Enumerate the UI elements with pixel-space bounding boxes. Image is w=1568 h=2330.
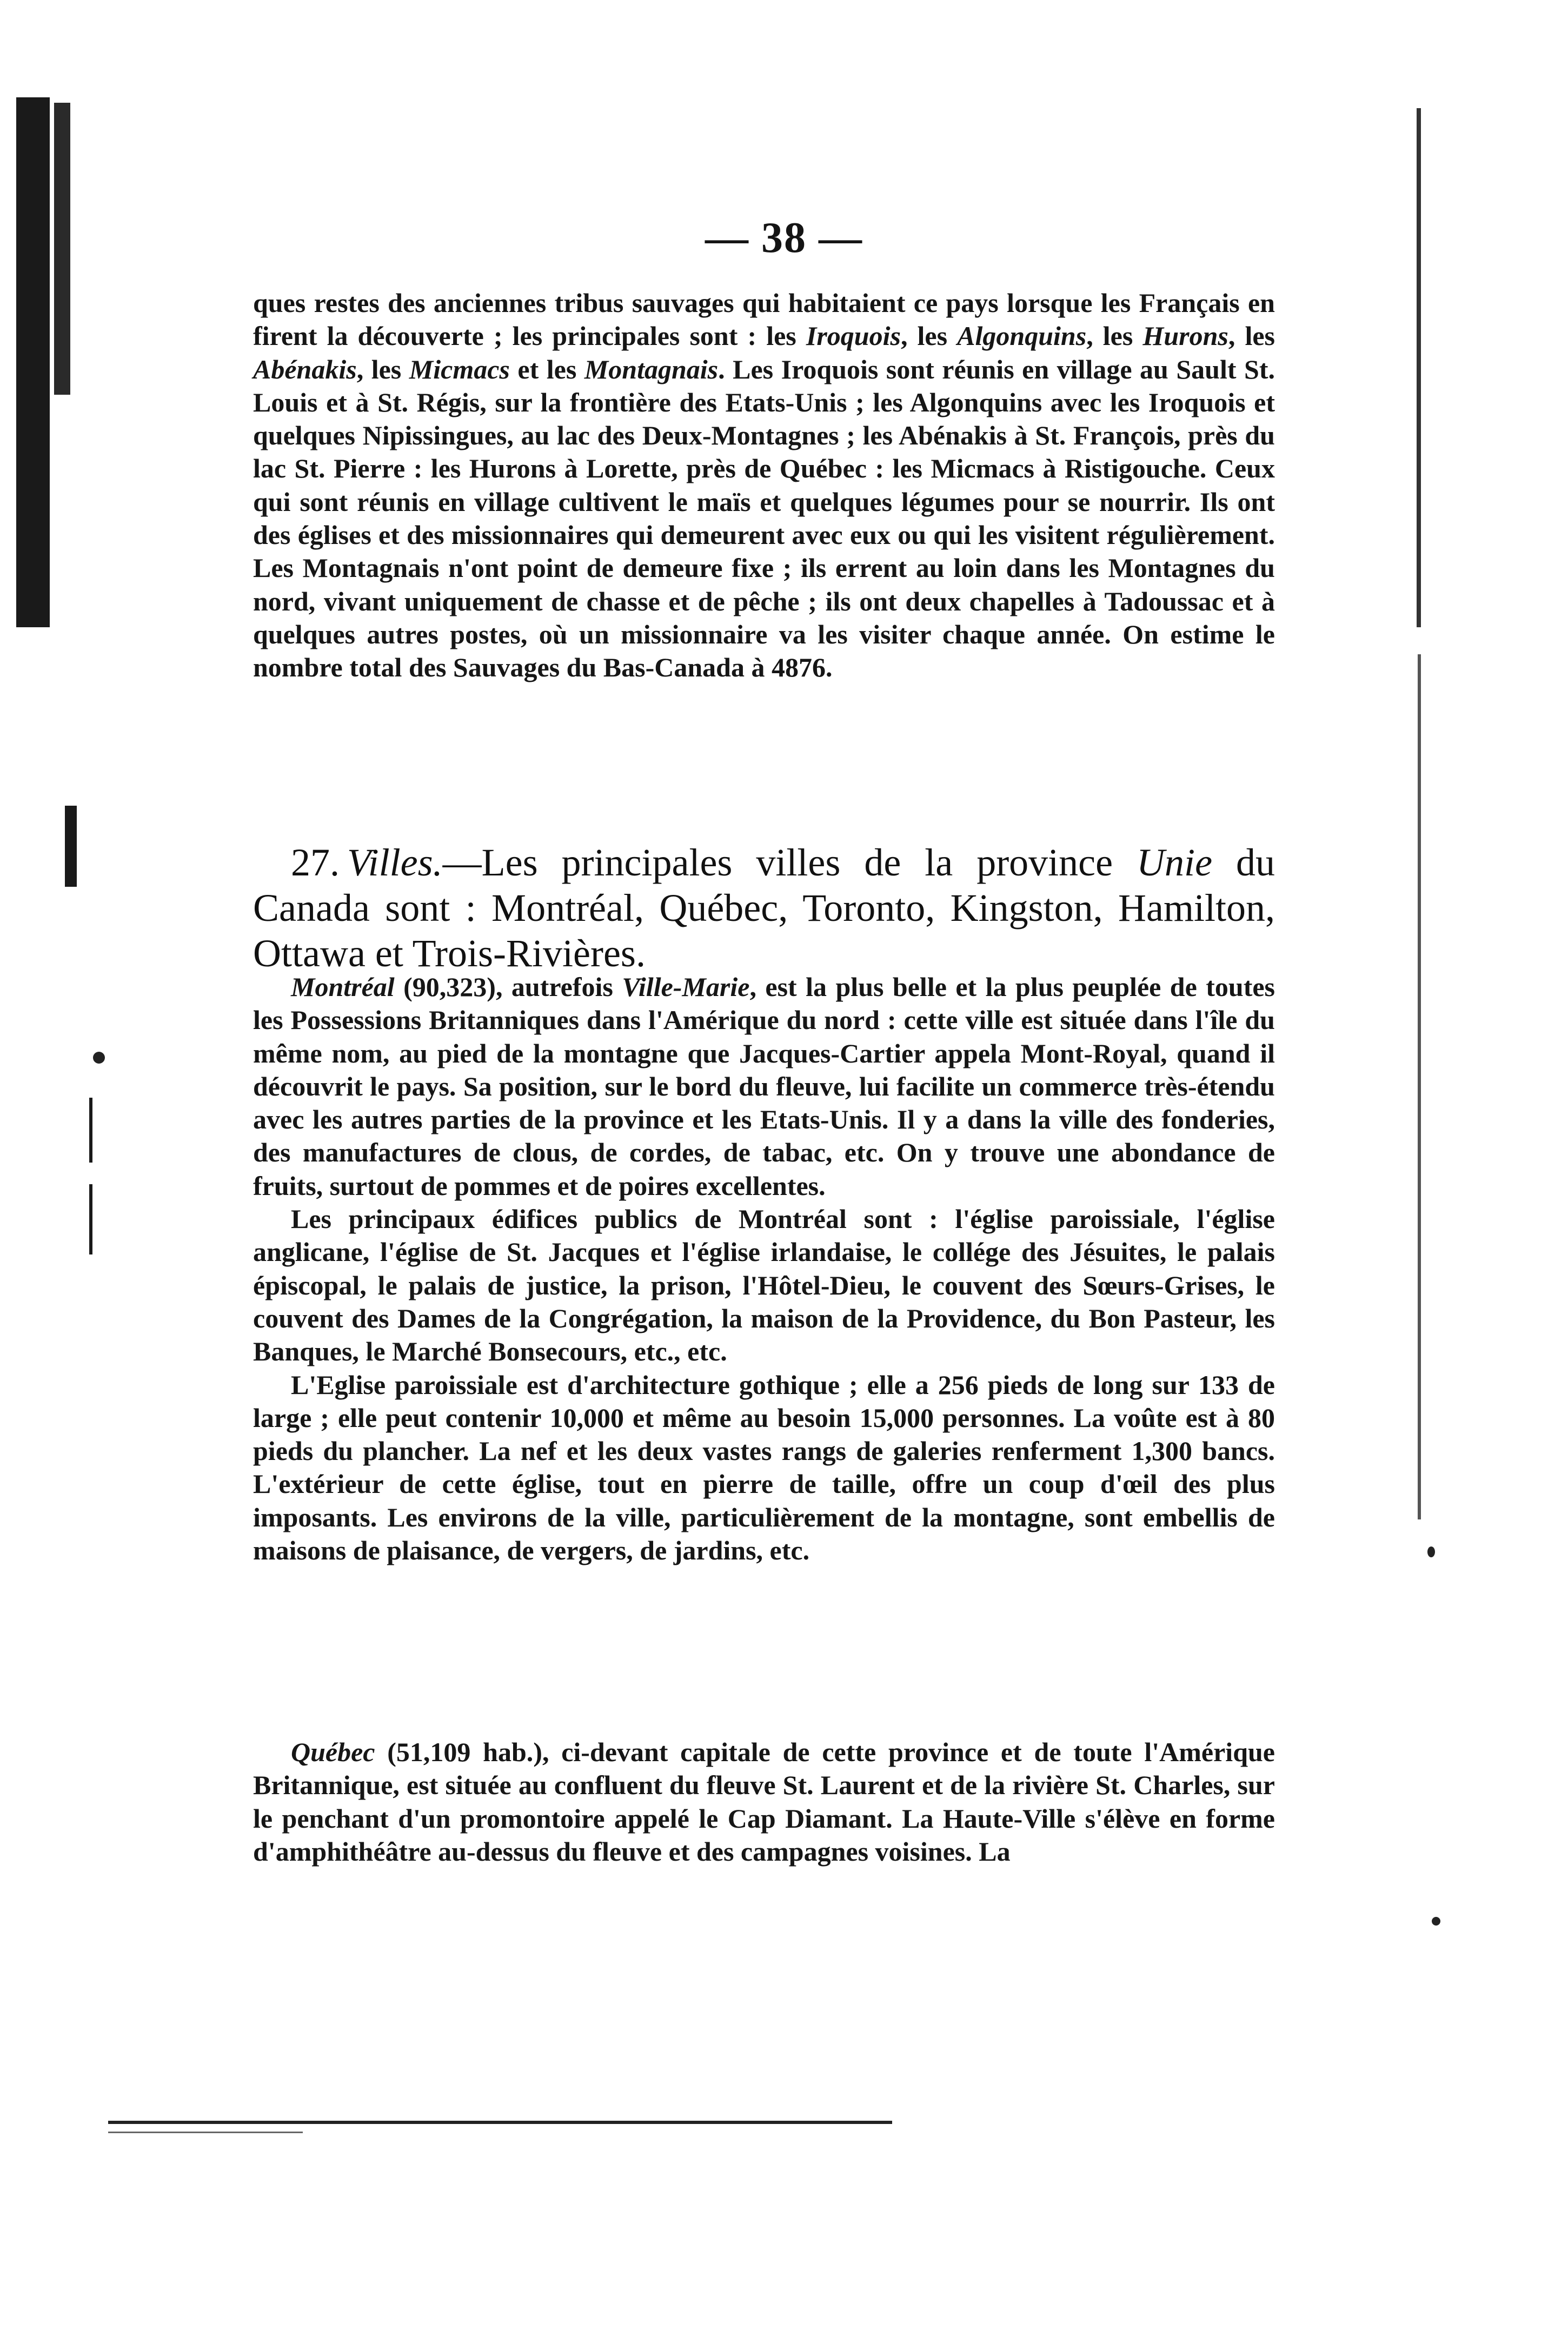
binding-shadow: [16, 97, 50, 627]
ink-speck: [1432, 1917, 1440, 1926]
paragraph-sauvages: ques restes des anciennes tribus sauvages qui habitaient ce pays lorsque les Français en firent la découverte ; les principales sont : les Iroquois, les Algonquins, les Hurons, les Abénakis, les Micmacs et les Montagnais. Les Iroquois sont réunis en village au Sault St. Louis et à St. Régis, sur la frontière des Etats-Unis ; les Algonquins avec les Iroquois et quelques Nipissingues, au lac des Deux-Montagnes ; les Abénakis à St. François, près du lac St. Pierre : les Hurons à Lorette, près de Québec : les Micmacs à Ristigouche. Ceux qui sont réunis en village cultivent le maïs et quelques légumes pour se nourrir. Ils ont des églises et des missionnaires qui demeurent avec eux ou qui les visitent régulièrement. Les Montagnais n'ont point de demeure fixe ; ils errent au loin dans les Montagnes du nord, vivant uniquement de chasse et de pêche ; ils ont deux chapelles à Tadoussac et à quelques autres postes, où un missionnaire va les visiter chaque année. On estime le nombre total des Sauvages du Bas-Canada à 4876.: [253, 288, 1275, 683]
margin-mark: [89, 1098, 92, 1163]
ink-speck: [93, 1052, 105, 1064]
right-margin-rule-lower: [1418, 654, 1421, 1519]
paragraph-quebec: Québec (51,109 hab.), ci-devant capitale de cette province et de toute l'Amérique Britannique, est située au confluent du fleuve St. Laurent et de la rivière St. Charles, sur le penchant d'un promontoire appelé le Cap Diamant. La Haute-Ville s'élève en forme d'amphithéâtre au-dessus du fleuve et des campagnes voisines. La: [253, 1737, 1275, 1867]
paragraph-edifices: Les principaux édifices publics de Montréal sont : l'église paroissiale, l'église anglicane, l'église de St. Jacques et l'église irlandaise, le collége des Jésuites, le palais épiscopal, le palais de justice, la prison, l'Hôtel-Dieu, le couvent des Sœurs-Grises, le couvent des Dames de la Congrégation, la maison de la Providence, du Bon Pasteur, les Banques, le Marché Bonsecours, etc., etc.: [253, 1204, 1275, 1367]
binding-mark: [65, 806, 77, 887]
paragraph-eglise: L'Eglise paroissiale est d'architecture gothique ; elle a 256 pieds de long sur 133 de large ; elle peut contenir 10,000 et même au besoin 15,000 personnes. La voûte est à 80 pieds du plancher. La nef et les deux vastes rangs de galeries renferment 1,300 bancs. L'extérieur de cette église, tout en pierre de taille, offre un coup d'œil des plus imposants. Les environs de la ville, particulièrement de la montagne, sont embellis de maisons de plaisance, de vergers, de jardins, etc.: [253, 1369, 1275, 1566]
bottom-rule-secondary: [108, 2132, 303, 2133]
bottom-rule: [108, 2121, 892, 2124]
right-margin-rule: [1417, 108, 1421, 627]
paragraphs-montreal: [253, 971, 1275, 1567]
section-title: Villes.: [347, 841, 443, 884]
section-number: 27.: [291, 841, 340, 884]
ink-speck: [1427, 1546, 1435, 1557]
paragraph-montreal: Montréal (90,323), autrefois Ville-Marie, est la plus belle et la plus peuplée de toutes les Possessions Britanniques dans l'Amérique du nord : cette ville est située dans l'île du même nom, au pied de la montagne que Jacques-Cartier appela Mont-Royal, quand il découvrit le pays. Sa position, sur le bord du fleuve, lui facilite un commerce très-étendu avec les autres parties de la province et les Etats-Unis. Il y a dans la ville des fonderies, des manufactures de clous, de cordes, de tabac, etc. On y trouve une abondance de fruits, surtout de pommes et de poires excellentes.: [253, 972, 1275, 1201]
margin-mark-lower: [89, 1184, 92, 1254]
page-number: — 38 —: [705, 214, 863, 262]
section-heading-villes: 27. Villes.—Les principales villes de la province Unie du Canada sont : Montréal, Québec, Toronto, Kingston, Hamilton, Ottawa et Trois-Rivières.: [253, 841, 1275, 975]
